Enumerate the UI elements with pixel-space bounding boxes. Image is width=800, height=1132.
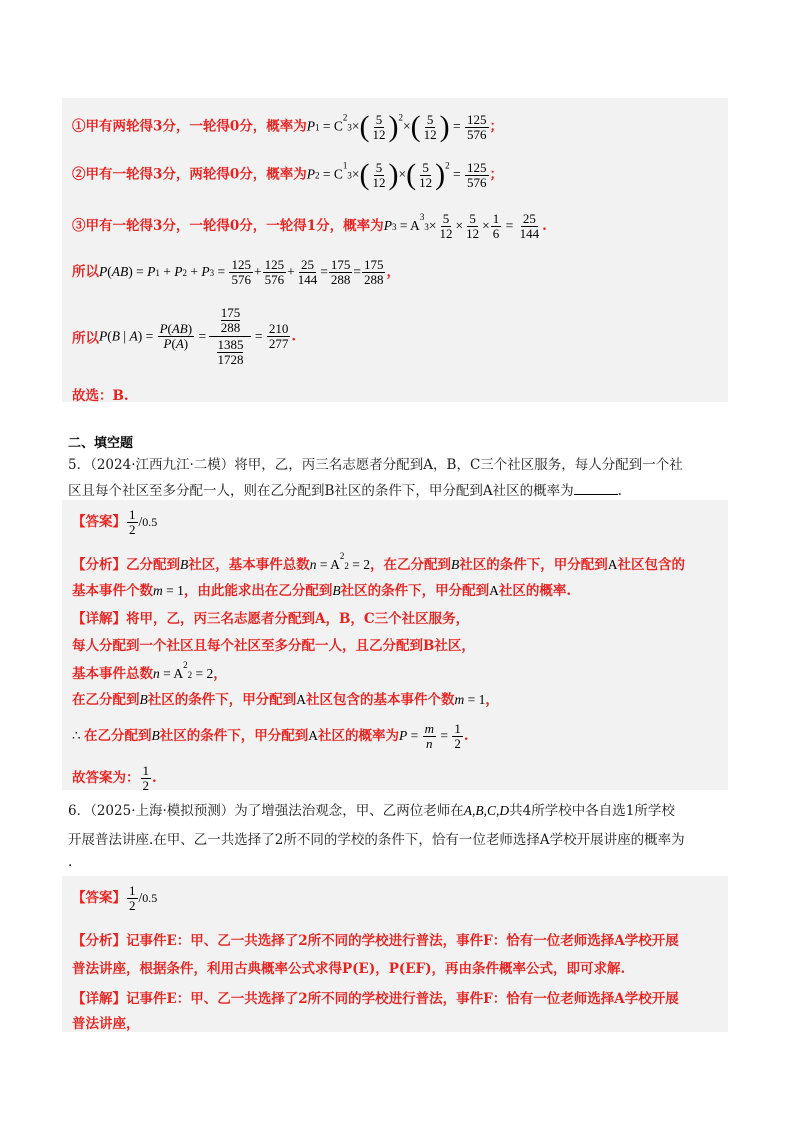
section-heading: 二、填空题: [68, 436, 134, 451]
q5-analysis-g: ，由此能求出在乙分配到: [183, 583, 333, 599]
case2-line: ②甲有一轮得3分，两轮得0分，概率为$P2 = C^13\times$( $\frac{5}{12}$ )×( $\frac{5}{12}$ )$^2$ = $\frac{125}{576}$ ；: [72, 158, 504, 191]
q5-final: 故答案为： $\frac{1}{2}$ .: [72, 763, 157, 793]
pab-prefix: 所以: [72, 264, 99, 280]
q6-detail-line2: 普法讲座，: [72, 1016, 140, 1032]
case1-line: ①甲有两轮得3分，一轮得0分，概率为$P1 = C^23\times$( $\frac{5}{12}$ )$^2$×( $\frac{5}{12}$ ) = $\frac{125}{576}$ ；: [72, 110, 504, 143]
q5-detail-3: 基本事件总数: [72, 666, 153, 682]
q4-choice: 故选：B.: [72, 388, 129, 404]
q5-detail-line4: 在乙分配到B社区的条件下，甲分配到A社区包含的基本事件个数m = 1，: [72, 692, 499, 708]
q6-answer-tag: 【答案】: [72, 890, 126, 906]
q5-analysis-h: 社区的条件下，甲分配到: [340, 583, 490, 599]
q5-analysis-line1: 【分析】乙分配到B社区，基本事件总数$n = A^22 = 2$，在乙分配到B社区的条件下，甲分配到A社区包含的: [72, 551, 685, 573]
q5-detail-5b: 社区的条件下，甲分配到: [159, 728, 309, 744]
q5-detail-1: 将甲，乙，丙三名志愿者分配到A，B，C三个社区服务，: [126, 611, 470, 627]
pab-line: 所以P(AB) = P1 + P2 + P3 = $\frac{125}{576}$ + $\frac{125}{576}$ + $\frac{25}{144}$ = $\frac{175}{288}$ = $\frac{175}{288}$ ，: [72, 257, 400, 287]
q5-analysis-d: 社区的条件下，甲分配到: [459, 557, 608, 573]
pba-line: 所以P(B | A) = $\frac{P(AB)}{P(A)}$ = 175 288 1385 1728 = $\frac{210}{277}$ .: [72, 305, 297, 367]
q5-analysis-tag: 【分析】: [72, 557, 126, 573]
q5-detail-5a: 在乙分配到: [83, 728, 152, 744]
q6-line3: .: [68, 854, 73, 870]
q5-detail-line2: 每人分配到一个社区且每个社区至多分配一人，且乙分配到B社区，: [72, 638, 475, 654]
q5-detail-4b: 社区的条件下，甲分配到: [147, 692, 297, 708]
q6-answer: 【答案】 $\frac{1}{2}$ /0.5: [72, 883, 158, 913]
q6-detail-tag: 【详解】: [72, 991, 126, 1007]
q5-answer-tag: 【答案】: [72, 514, 126, 530]
q6-detail-line1: [72, 987, 679, 1007]
q5-detail-line1: [72, 607, 469, 627]
case3-line: ③甲有一轮得3分，一轮得0分，一轮得1分，概率为$P3 = A^33\times$ $\frac{5}{12}$ × $\frac{5}{12}$ × $\frac{1}{6}$ = $\frac{25}{144}$ .: [72, 211, 547, 241]
q5-analysis-f: 基本事件个数: [72, 583, 153, 599]
q6-line2: 开展普法讲座.在甲、乙一共选择了2所不同的学校的条件下，恰有一位老师选择A学校开展讲座的概率为: [68, 832, 685, 848]
q6-line1: 6．（2025·上海·模拟预测）为了增强法治观念，甲、乙两位老师在A,B,C,D共4所学校中各自选1所学校: [68, 803, 675, 819]
q5-analysis-line2: 基本事件个数m = 1，由此能求出在乙分配到B社区的条件下，甲分配到A社区的概率.: [72, 583, 572, 599]
q5-analysis-a: 乙分配到: [126, 557, 180, 573]
q5-analysis-b: 社区，基本事件总数: [188, 557, 310, 573]
pba-prefix: 所以: [72, 330, 99, 347]
q5-analysis-c: ，在乙分配到: [370, 557, 451, 573]
q5-answer-alt: 0.5: [142, 515, 158, 529]
q5-analysis-e: 社区包含的: [617, 557, 685, 573]
q5-answer: 【答案】 $\frac{1}{2}$ /0.5: [72, 507, 158, 537]
q5-analysis-i: 社区的概率.: [498, 583, 572, 599]
q5-detail-line3: 基本事件总数$n = A^22 = 2$，: [72, 660, 227, 682]
q6-analysis-tag: 【分析】: [72, 933, 126, 949]
q5-line2-text: 区且每个社区至多分配一人，则在乙分配到B社区的条件下，甲分配到A社区的概率为: [68, 483, 574, 499]
q6-answer-alt: 0.5: [142, 891, 158, 905]
solution-shade-q6: [62, 876, 728, 1032]
case3-text: ③甲有一轮得3分，一轮得0分，一轮得1分，概率为: [72, 218, 384, 234]
q5-detail-line5: ∴ 在乙分配到B社区的条件下，甲分配到A社区的概率为P = $\frac{m}{n}$ = $\frac{1}{2}$ .: [72, 721, 469, 751]
q6-analysis-line2: 普法讲座，根据条件，利用古典概率公式求得P(E)，P(EF)，再由条件概率公式，即可求解.: [72, 961, 626, 977]
q6-line1a: 6．（2025·上海·模拟预测）为了增强法治观念，甲、乙两位老师在: [68, 803, 464, 819]
q6-detail-1: 记事件E：甲、乙一共选择了2所不同的学校进行普法，事件F：恰有一位老师选择A学校开展: [126, 991, 679, 1007]
q6-analysis-line1: [72, 929, 679, 949]
answer-blank: [574, 482, 618, 495]
case2-text: ②甲有一轮得3分，两轮得0分，概率为: [72, 166, 307, 183]
q5-detail-5c: 社区的概率为: [317, 728, 399, 744]
case1-text: ①甲有两轮得3分，一轮得0分，概率为: [72, 118, 307, 135]
q5-line2: 区且每个社区至多分配一人，则在乙分配到B社区的条件下，甲分配到A社区的概率为 .: [68, 483, 622, 499]
q5-line1: 5．（2024·江西九江·二模）将甲，乙，丙三名志愿者分配到A，B，C三个社区服务，每人分配到一个社: [68, 457, 683, 473]
q5-final-text: 故答案为：: [72, 770, 140, 786]
q6-line1b: 共4所学校中各自选1所学校: [509, 803, 675, 819]
q5-detail-tag: 【详解】: [72, 611, 126, 627]
q5-detail-4a: 在乙分配到: [72, 692, 140, 708]
q5-detail-4c: 社区包含的基本事件个数: [306, 692, 455, 708]
q6-analysis-1: 记事件E：甲、乙一共选择了2所不同的学校进行普法，事件F：恰有一位老师选择A学校开展: [126, 933, 679, 949]
